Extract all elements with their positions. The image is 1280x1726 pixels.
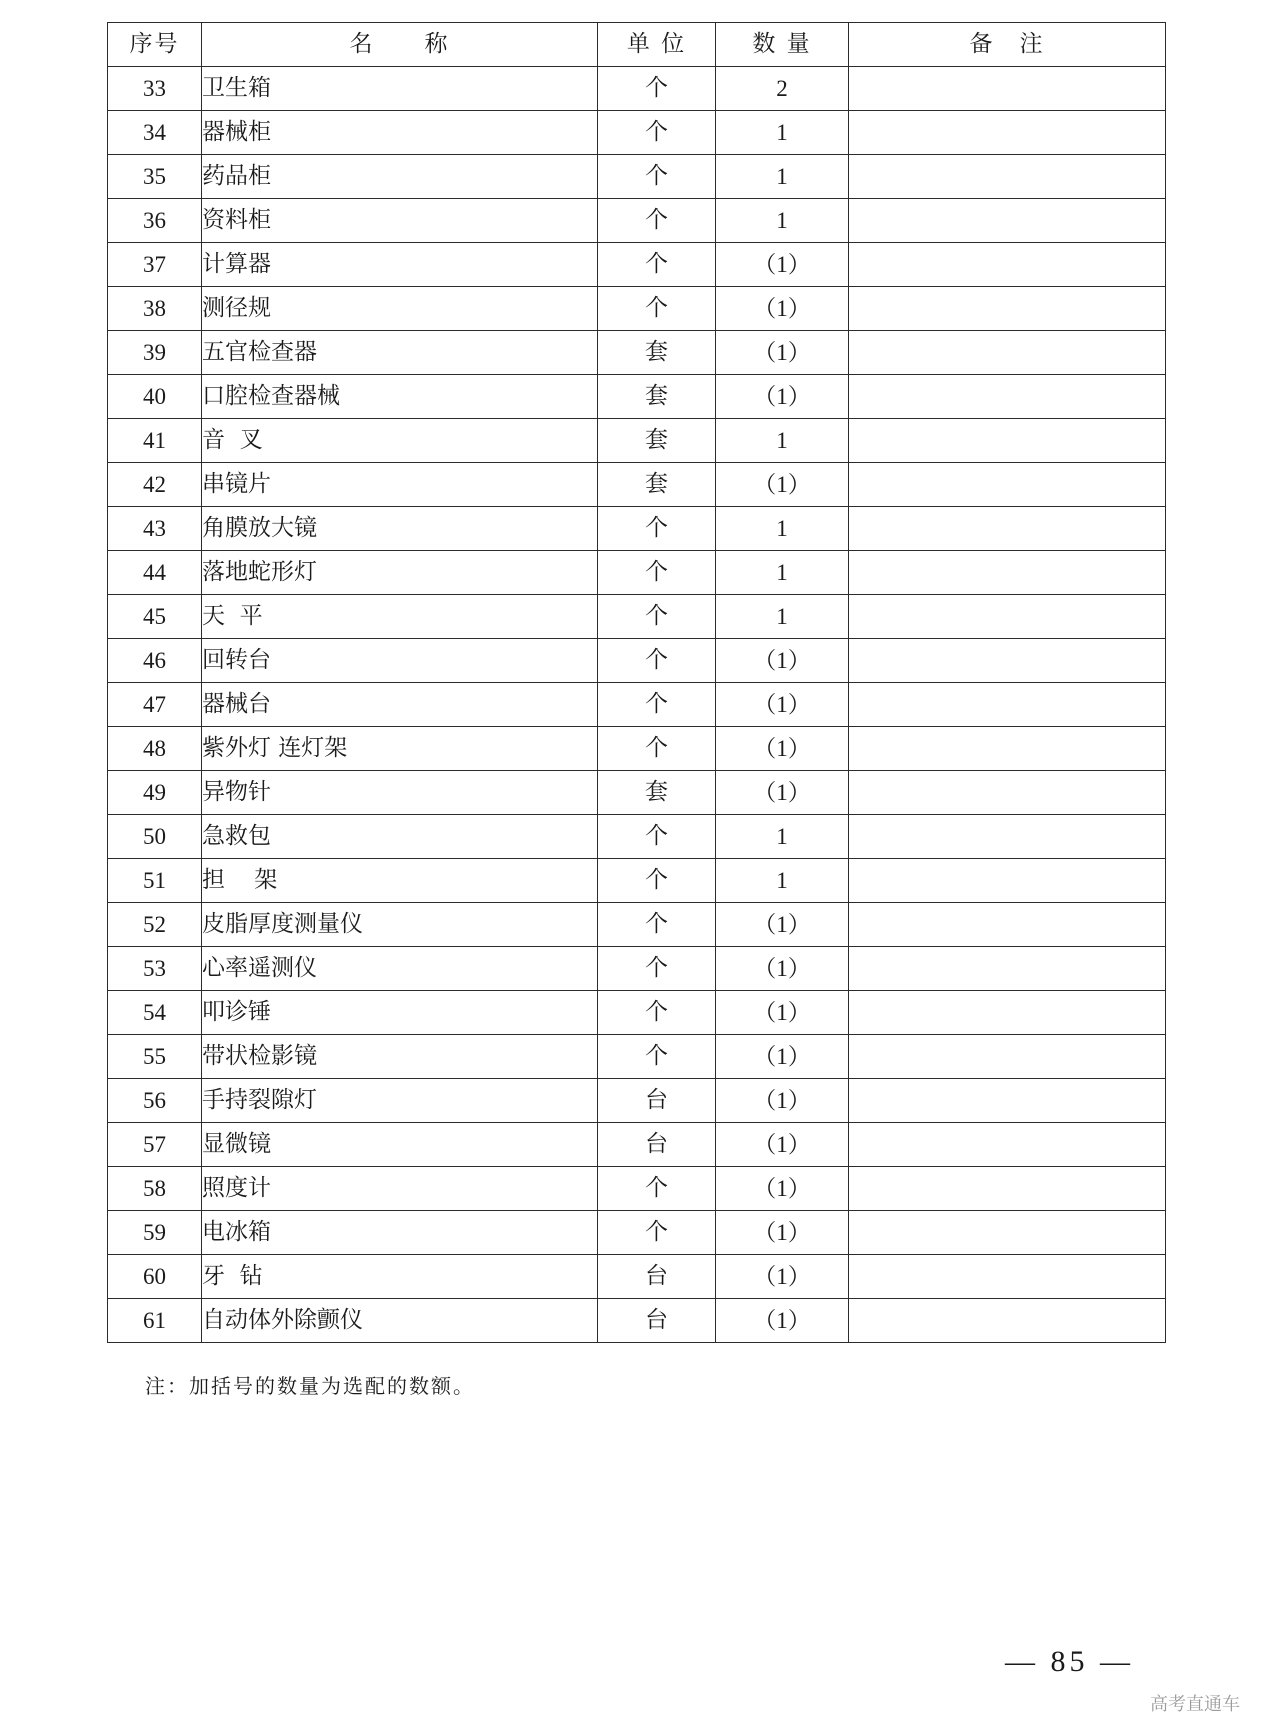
header-remarks: 备 注 <box>849 23 1166 67</box>
table-row <box>108 859 1166 903</box>
cell-quantity: （1） <box>716 463 849 507</box>
table-row <box>108 639 1166 683</box>
cell-serial-number: 50 <box>108 815 202 859</box>
cell-serial-number: 59 <box>108 1211 202 1255</box>
table-row <box>108 1079 1166 1123</box>
cell-name: 音 叉 <box>202 419 598 463</box>
cell-remarks <box>849 727 1166 771</box>
cell-unit: 台 <box>598 1299 716 1343</box>
cell-serial-number: 41 <box>108 419 202 463</box>
cell-remarks <box>849 1167 1166 1211</box>
cell-remarks <box>849 243 1166 287</box>
table-row <box>108 991 1166 1035</box>
cell-remarks <box>849 1123 1166 1167</box>
cell-quantity: （1） <box>716 771 849 815</box>
cell-serial-number: 51 <box>108 859 202 903</box>
cell-unit: 台 <box>598 1123 716 1167</box>
cell-remarks <box>849 111 1166 155</box>
cell-quantity: （1） <box>716 1255 849 1299</box>
table-row <box>108 551 1166 595</box>
cell-unit: 个 <box>598 639 716 683</box>
cell-quantity: （1） <box>716 639 849 683</box>
watermark-text: 高考直通车 <box>1150 1694 1240 1715</box>
table-row <box>108 199 1166 243</box>
cell-remarks <box>849 287 1166 331</box>
cell-unit: 个 <box>598 1211 716 1255</box>
cell-unit: 个 <box>598 991 716 1035</box>
cell-serial-number: 56 <box>108 1079 202 1123</box>
cell-quantity: 1 <box>716 419 849 463</box>
cell-remarks <box>849 551 1166 595</box>
cell-name: 照度计 <box>202 1167 598 1211</box>
page-number: — 85 — <box>1005 1645 1134 1678</box>
cell-quantity: 1 <box>716 111 849 155</box>
cell-remarks <box>849 683 1166 727</box>
cell-remarks <box>849 463 1166 507</box>
cell-unit: 个 <box>598 551 716 595</box>
cell-remarks <box>849 1035 1166 1079</box>
table-row <box>108 1255 1166 1299</box>
cell-quantity: 1 <box>716 155 849 199</box>
cell-serial-number: 61 <box>108 1299 202 1343</box>
cell-name: 器械台 <box>202 683 598 727</box>
cell-remarks <box>849 991 1166 1035</box>
cell-name: 回转台 <box>202 639 598 683</box>
cell-unit: 套 <box>598 419 716 463</box>
table-row <box>108 331 1166 375</box>
cell-serial-number: 55 <box>108 1035 202 1079</box>
cell-remarks <box>849 155 1166 199</box>
table-header-row <box>108 23 1166 67</box>
cell-quantity: 1 <box>716 815 849 859</box>
cell-serial-number: 60 <box>108 1255 202 1299</box>
cell-remarks <box>849 771 1166 815</box>
table-row <box>108 67 1166 111</box>
cell-unit: 个 <box>598 287 716 331</box>
cell-remarks <box>849 507 1166 551</box>
cell-unit: 个 <box>598 111 716 155</box>
cell-serial-number: 44 <box>108 551 202 595</box>
cell-unit: 个 <box>598 815 716 859</box>
cell-unit: 个 <box>598 903 716 947</box>
cell-quantity: （1） <box>716 1123 849 1167</box>
cell-name: 角膜放大镜 <box>202 507 598 551</box>
cell-unit: 台 <box>598 1255 716 1299</box>
cell-remarks <box>849 419 1166 463</box>
table-row <box>108 375 1166 419</box>
cell-name: 心率遥测仪 <box>202 947 598 991</box>
equipment-table <box>107 22 1166 1343</box>
cell-unit: 个 <box>598 595 716 639</box>
table-row <box>108 903 1166 947</box>
cell-remarks <box>849 331 1166 375</box>
cell-serial-number: 38 <box>108 287 202 331</box>
cell-name: 计算器 <box>202 243 598 287</box>
cell-unit: 个 <box>598 199 716 243</box>
cell-unit: 个 <box>598 1167 716 1211</box>
cell-remarks <box>849 375 1166 419</box>
table-row <box>108 155 1166 199</box>
cell-unit: 套 <box>598 331 716 375</box>
header-name: 名 称 <box>202 23 598 67</box>
header-unit: 单 位 <box>598 23 716 67</box>
cell-name: 带状检影镜 <box>202 1035 598 1079</box>
table-row <box>108 243 1166 287</box>
cell-serial-number: 49 <box>108 771 202 815</box>
header-serial-number: 序号 <box>108 23 202 67</box>
cell-unit: 台 <box>598 1079 716 1123</box>
cell-unit: 套 <box>598 375 716 419</box>
table-row <box>108 111 1166 155</box>
cell-serial-number: 46 <box>108 639 202 683</box>
cell-remarks <box>849 947 1166 991</box>
cell-name: 卫生箱 <box>202 67 598 111</box>
cell-unit: 个 <box>598 155 716 199</box>
cell-remarks <box>849 1255 1166 1299</box>
table-row <box>108 947 1166 991</box>
cell-remarks <box>849 1299 1166 1343</box>
cell-quantity: （1） <box>716 287 849 331</box>
cell-remarks <box>849 1211 1166 1255</box>
cell-serial-number: 37 <box>108 243 202 287</box>
cell-unit: 个 <box>598 683 716 727</box>
table-row <box>108 1167 1166 1211</box>
cell-unit: 个 <box>598 947 716 991</box>
table-row <box>108 1299 1166 1343</box>
cell-quantity: （1） <box>716 1167 849 1211</box>
cell-quantity: （1） <box>716 331 849 375</box>
cell-remarks <box>849 595 1166 639</box>
cell-name: 手持裂隙灯 <box>202 1079 598 1123</box>
cell-serial-number: 45 <box>108 595 202 639</box>
table-row <box>108 507 1166 551</box>
cell-serial-number: 33 <box>108 67 202 111</box>
cell-name: 急救包 <box>202 815 598 859</box>
cell-quantity: 1 <box>716 507 849 551</box>
table-row <box>108 419 1166 463</box>
cell-name: 资料柜 <box>202 199 598 243</box>
table-row <box>108 463 1166 507</box>
table-row <box>108 771 1166 815</box>
cell-quantity: （1） <box>716 1035 849 1079</box>
cell-serial-number: 43 <box>108 507 202 551</box>
cell-serial-number: 35 <box>108 155 202 199</box>
cell-name: 皮脂厚度测量仪 <box>202 903 598 947</box>
cell-quantity: （1） <box>716 1079 849 1123</box>
cell-quantity: （1） <box>716 683 849 727</box>
cell-serial-number: 54 <box>108 991 202 1035</box>
cell-quantity: （1） <box>716 727 849 771</box>
cell-remarks <box>849 67 1166 111</box>
cell-serial-number: 42 <box>108 463 202 507</box>
cell-quantity: （1） <box>716 243 849 287</box>
cell-unit: 个 <box>598 727 716 771</box>
cell-unit: 个 <box>598 1035 716 1079</box>
cell-name: 电冰箱 <box>202 1211 598 1255</box>
cell-serial-number: 57 <box>108 1123 202 1167</box>
cell-name: 紫外灯 连灯架 <box>202 727 598 771</box>
cell-quantity: 2 <box>716 67 849 111</box>
cell-name: 异物针 <box>202 771 598 815</box>
cell-serial-number: 34 <box>108 111 202 155</box>
cell-unit: 套 <box>598 463 716 507</box>
cell-remarks <box>849 1079 1166 1123</box>
table-body <box>108 67 1166 1343</box>
table-row <box>108 727 1166 771</box>
cell-name: 担 架 <box>202 859 598 903</box>
table-row <box>108 1211 1166 1255</box>
cell-quantity: （1） <box>716 903 849 947</box>
cell-name: 天 平 <box>202 595 598 639</box>
cell-serial-number: 40 <box>108 375 202 419</box>
cell-quantity: 1 <box>716 199 849 243</box>
cell-serial-number: 53 <box>108 947 202 991</box>
cell-name: 器械柜 <box>202 111 598 155</box>
cell-serial-number: 52 <box>108 903 202 947</box>
cell-remarks <box>849 859 1166 903</box>
cell-remarks <box>849 815 1166 859</box>
cell-name: 测径规 <box>202 287 598 331</box>
cell-serial-number: 47 <box>108 683 202 727</box>
cell-unit: 个 <box>598 243 716 287</box>
cell-name: 串镜片 <box>202 463 598 507</box>
cell-serial-number: 39 <box>108 331 202 375</box>
cell-quantity: 1 <box>716 859 849 903</box>
cell-remarks <box>849 903 1166 947</box>
cell-serial-number: 58 <box>108 1167 202 1211</box>
cell-quantity: 1 <box>716 551 849 595</box>
cell-remarks <box>849 199 1166 243</box>
table-row <box>108 287 1166 331</box>
cell-unit: 个 <box>598 67 716 111</box>
cell-unit: 个 <box>598 507 716 551</box>
cell-quantity: （1） <box>716 1211 849 1255</box>
table-row <box>108 1035 1166 1079</box>
cell-quantity: （1） <box>716 1299 849 1343</box>
cell-quantity: 1 <box>716 595 849 639</box>
cell-name: 自动体外除颤仪 <box>202 1299 598 1343</box>
cell-name: 叩诊锤 <box>202 991 598 1035</box>
cell-name: 药品柜 <box>202 155 598 199</box>
cell-name: 落地蛇形灯 <box>202 551 598 595</box>
table-row <box>108 1123 1166 1167</box>
table-row <box>108 595 1166 639</box>
cell-quantity: （1） <box>716 991 849 1035</box>
cell-name: 五官检查器 <box>202 331 598 375</box>
cell-name: 口腔检查器械 <box>202 375 598 419</box>
cell-unit: 个 <box>598 859 716 903</box>
table-footnote: 注：加括号的数量为选配的数额。 <box>145 1374 475 1398</box>
cell-serial-number: 36 <box>108 199 202 243</box>
cell-quantity: （1） <box>716 947 849 991</box>
table-row <box>108 815 1166 859</box>
cell-remarks <box>849 639 1166 683</box>
cell-quantity: （1） <box>716 375 849 419</box>
header-quantity: 数 量 <box>716 23 849 67</box>
cell-name: 牙 钻 <box>202 1255 598 1299</box>
cell-unit: 套 <box>598 771 716 815</box>
table-row <box>108 683 1166 727</box>
cell-name: 显微镜 <box>202 1123 598 1167</box>
cell-serial-number: 48 <box>108 727 202 771</box>
